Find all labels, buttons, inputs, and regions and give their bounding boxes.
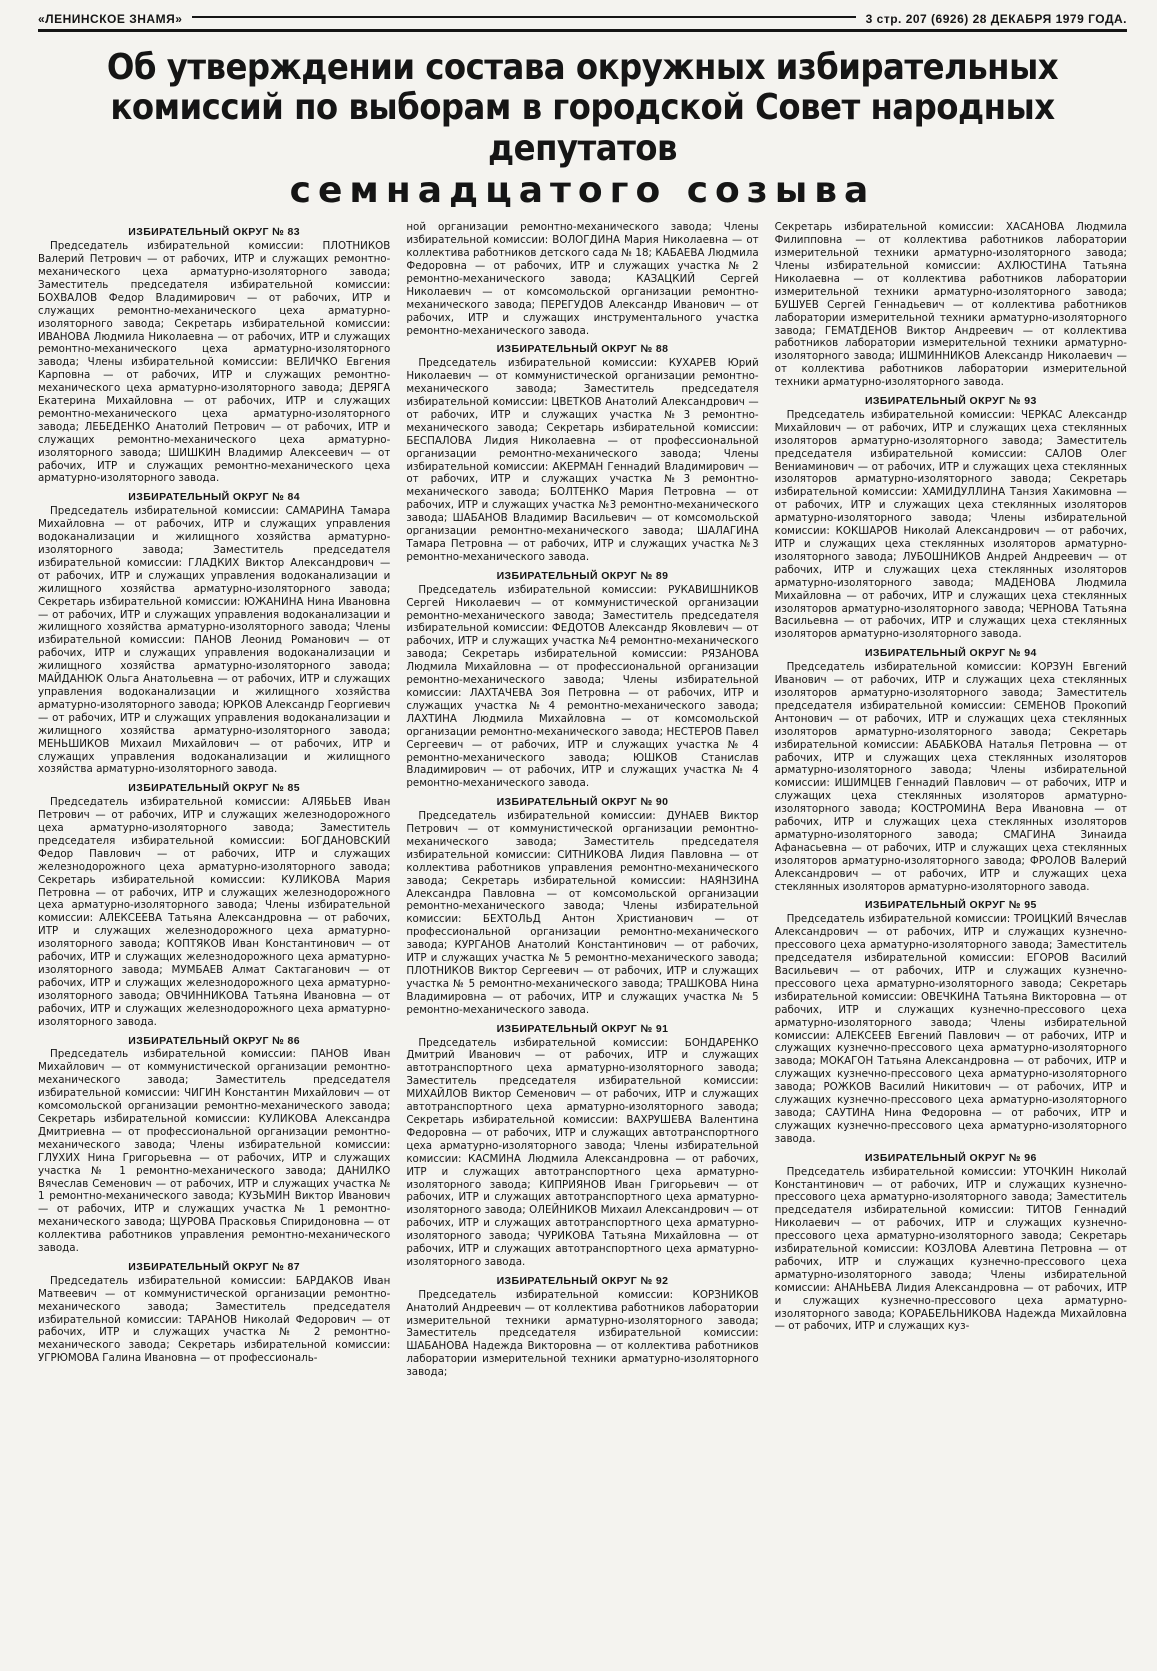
district-block bbox=[775, 1152, 1127, 1334]
district-title: ИЗБИРАТЕЛЬНЫЙ ОКРУГ № 96 bbox=[864, 1151, 1037, 1164]
district-body: Председатель избирательной комиссии: КУХАРЕВ Юрий Николаевич — от коммунистической организации ремонтно-механического завода; Заместитель председателя избирательной комиссии: ЦВЕТКОВ Анатолий Александрович — от рабочих, ИТР и служащих участка №3 ремонтно-механического завода; Секретарь избирательной комиссии: БЕСПАЛОВА Лидия Николаевна — от профессиональной организации ремонтно-механического завода; Члены избирательной комиссии: АКЕРМАН Геннадий Владимирович — от рабочих, ИТР и служащих участка №3 ремонтно-механического завода; БОЛТЕНКО Мария Петровна — от рабочих, ИТР и служащих участка №3 ремонтно-механического завода; ШАБАНОВ Владимир Васильевич — от комсомольской организации ремонтно-механического завода; ШАЛАГИНА Тамара Петровна — от рабочих, ИТР и служащих участка №3 ремонтно-механического завода. bbox=[406, 357, 759, 563]
district-body: Председатель избирательной комиссии: УТОЧКИН Николай Константинович — от рабочих, ИТР и служащих кузнечно-прессового цеха арматурно-изоляторного завода; Заместитель председателя избирательной комиссии: ТИТОВ Геннадий Николаевич — от рабочих, ИТР и служащих кузнечно-прессового цеха арматурно-изоляторного завода; Секретарь избирательной комиссии: КОЗЛОВА Алевтина Петровна — от рабочих, ИТР и служащих кузнечно-прессового цеха арматурно-изоляторного завода; Члены избирательной комиссии: АНАНЬЕВА Лидия Александровна — от рабочих, ИТР и служащих кузнечно-прессового цеха арматурно-изоляторного завода; КОРАБЕЛЬНИКОВА Надежда Михайловна — от рабочих, ИТР и служащих куз- bbox=[774, 1165, 1127, 1333]
district-block bbox=[775, 899, 1127, 1145]
district-block bbox=[406, 570, 758, 790]
district-body: Председатель избирательной комиссии: ЧЕРКАС Александр Михайлович — от рабочих, ИТР и служащих цеха стеклянных изоляторов арматурно-изоляторного завода; Заместитель председателя избирательной комиссии: САЛОВ Олег Вениаминович — от рабочих, ИТР и служащих цеха стеклянных изоляторов арматурно-изоляторного завода; Секретарь избирательной комиссии: ХАМИДУЛЛИНА Танзия Хакимовна — от рабочих, ИТР и служащих цеха стеклянных изоляторов арматурно-изоляторного завода; Члены избирательной комиссии: КОКШАРОВ Николай Александрович — от рабочих, ИТР и служащих цеха стеклянных изоляторов арматурно-изоляторного завода; ЛУБОШНИКОВ Андрей Андреевич — от рабочих, ИТР и служащих цеха стеклянных изоляторов арматурно-изоляторного завода; МАДЕНОВА Людмила Михайловна — от рабочих, ИТР и служащих цеха стеклянных изоляторов арматурно-изоляторного завода; ЧЕРНОВА Татьяна Васильевна — от рабочих, ИТР и служащих цеха стеклянных изоляторов арматурно-изоляторного завода. bbox=[774, 408, 1127, 641]
district-block bbox=[38, 491, 390, 776]
district-title: ИЗБИРАТЕЛЬНЫЙ ОКРУГ № 88 bbox=[496, 343, 669, 356]
district-body: Председатель избирательной комиссии: ПЛОТНИКОВ Валерий Петрович — от рабочих, ИТР и служащих ремонтно-механического цеха арматурно-изоляторного завода; Заместитель председателя избирательной комиссии: БОХВАЛОВ Федор Владимирович — от рабочих, ИТР и служащих ремонтно-механического цеха арматурно-изоляторного завода; Секретарь избирательной комиссии: ИВАНОВА Людмила Николаевна — от рабочих, ИТР и служащих ремонтно-механического цеха арматурно-изоляторного завода; Члены избирательной комиссии: ВЕЛИЧКО Евгения Карповна — от рабочих, ИТР и служащих ремонтно-механического цеха арматурно-изоляторного завода; ДЕРЯГА Екатерина Михайловна — от рабочих, ИТР и служащих ремонтно-механического цеха арматурно-изоляторного завода; ЛЕБЕДЕНКО Анатолий Петрович — от рабочих, ИТР и служащих ремонтно-механического цеха арматурно-изоляторного завода; ШИШКИН Владимир Алексеевич — от рабочих, ИТР и служащих ремонтно-механического цеха арматурно-изоляторного завода. bbox=[38, 240, 391, 485]
district-title: ИЗБИРАТЕЛЬНЫЙ ОКРУГ № 93 bbox=[864, 395, 1037, 408]
district-block bbox=[775, 221, 1127, 389]
district-block bbox=[38, 226, 390, 485]
headline-line-3: семнадцатого созыва bbox=[289, 169, 876, 211]
masthead-rule bbox=[192, 16, 855, 18]
column-1 bbox=[38, 221, 390, 1671]
district-title: ИЗБИРАТЕЛЬНЫЙ ОКРУГ № 86 bbox=[128, 1034, 301, 1047]
district-title: ИЗБИРАТЕЛЬНЫЙ ОКРУГ № 87 bbox=[128, 1260, 301, 1273]
district-title: ИЗБИРАТЕЛЬНЫЙ ОКРУГ № 92 bbox=[496, 1274, 669, 1287]
district-block bbox=[406, 1023, 758, 1269]
district-title: ИЗБИРАТЕЛЬНЫЙ ОКРУГ № 84 bbox=[128, 491, 301, 504]
district-body: Председатель избирательной комиссии: ТРОИЦКИЙ Вячеслав Александрович — от рабочих, ИТР и служащих кузнечно-прессового цеха арматурно-изоляторного завода; Заместитель председателя избирательной комиссии: ЕГОРОВ Василий Васильевич — от рабочих, ИТР и служащих кузнечно-прессового цеха арматурно-изоляторного завода; Секретарь избирательной комиссии: ОВЕЧКИНА Татьяна Викторовна — от рабочих, ИТР и служащих кузнечно-прессового цеха арматурно-изоляторного завода; Члены избирательной комиссии: АЛЕКСЕЕВ Евгений Павлович — от рабочих, ИТР и служащих кузнечно-прессового цеха арматурно-изоляторного завода; МОКАГОН Татьяна Александровна — от рабочих, ИТР и служащих кузнечно-прессового цеха арматурно-изоляторного завода; РОЖКОВ Василий Никитович — от рабочих, ИТР и служащих кузнечно-прессового цеха арматурно-изоляторного завода; САУТИНА Нина Федоровна — от рабочих, ИТР и служащих кузнечно-прессового цеха арматурно-изоляторного завода. bbox=[774, 913, 1127, 1145]
district-title: ИЗБИРАТЕЛЬНЫЙ ОКРУГ № 91 bbox=[496, 1022, 669, 1035]
district-title: ИЗБИРАТЕЛЬНЫЙ ОКРУГ № 90 bbox=[496, 796, 669, 809]
district-block bbox=[406, 221, 758, 337]
district-body: Председатель избирательной комиссии: КОРЗУН Евгений Иванович — от рабочих, ИТР и служащих цеха стеклянных изоляторов арматурно-изоляторного завода; Заместитель председателя избирательной комиссии: СЕМЕНОВ Прокопий Антонович — от рабочих, ИТР и служащих цеха стеклянных изоляторов арматурно-изоляторного завода; Секретарь избирательной комиссии: АБАБКОВА Наталья Петровна — от рабочих, ИТР и служащих цеха стеклянных изоляторов арматурно-изоляторного завода; Члены избирательной комиссии: ИШИМЦЕВ Геннадий Павлович — от рабочих, ИТР и служащих цеха стеклянных изоляторов арматурно-изоляторного завода; КОСТРОМИНА Вера Ивановна — от рабочих, ИТР и служащих цеха стеклянных изоляторов арматурно-изоляторного завода; СМАГИНА Зинаида Афанасьевна — от рабочих, ИТР и служащих цеха стеклянных изоляторов арматурно-изоляторного завода; ФРОЛОВ Валерий Александрович — от рабочих, ИТР и служащих цеха стеклянных изоляторов арматурно-изоляторного завода. bbox=[774, 661, 1127, 893]
headline-line-1: Об утверждении состава окружных избирательных bbox=[106, 47, 1059, 88]
district-block bbox=[38, 782, 390, 1028]
district-title: ИЗБИРАТЕЛЬНЫЙ ОКРУГ № 94 bbox=[864, 647, 1037, 660]
column-3 bbox=[775, 221, 1127, 1671]
district-body: Председатель избирательной комиссии: РУКАВИШНИКОВ Сергей Николаевич — от коммунистической организации ремонтно-механического завода; Заместитель председателя избирательной комиссии: ФЕДОТОВ Александр Яковлевич — от рабочих, ИТР и служащих участка №4 ремонтно-механического завода; Секретарь избирательной комиссии: РЯЗАНОВА Людмила Михайловна — от профессиональной организации ремонтно-механического завода; Члены избирательной комиссии: ЛАХТАЧЕВА Зоя Петровна — от рабочих, ИТР и служащих участка №4 ремонтно-механического завода; ЛАХТИНА Людмила Михайловна — от комсомольской организации ремонтно-механического завода; НЕСТЕРОВ Павел Сергеевич — от рабочих, ИТР и служащих участка № 4 ремонтно-механического завода; ЮШКОВ Станислав Владимирович — от рабочих, ИТР и служащих участка № 4 ремонтно-механического завода. bbox=[406, 583, 759, 790]
district-body: Председатель избирательной комиссии: ДУНАЕВ Виктор Петрович — от коммунистической организации ремонтно-механического завода; Заместитель председателя избирательной комиссии: СИТНИКОВА Лидия Павловна — от коллектива работников управления ремонтно-механического завода; Секретарь избирательной комиссии: НАЯНЗИНА Александра Павловна — от комсомольской организации ремонтно-механического завода; Члены избирательной комиссии: БЕХТОЛЬД Антон Христианович — от профессиональной организации ремонтно-механического завода; КУРГАНОВ Анатолий Константинович — от рабочих, ИТР и служащих участка № 5 ремонтно-механического завода; ПЛОТНИКОВ Виктор Сергеевич — от рабочих, ИТР и служащих участка № 5 ремонтно-механического завода; ТРАШКОВА Нина Владимировна — от рабочих, ИТР и служащих участка № 5 ремонтно-механического завода. bbox=[406, 810, 759, 1016]
district-body: Председатель избирательной комиссии: ПАНОВ Иван Михайлович — от коммунистической организации ремонтно-механического завода; Заместитель председателя избирательной комиссии: ЧИГИН Константин Михайлович — от комсомольской организации ремонтно-механического завода; Секретарь избирательной комиссии: КУЛИКОВА Александра Дмитриевна — от профессиональной организации ремонтно-механического завода; Члены избирательной комиссии: ГЛУХИХ Нина Григорьевна — от рабочих, ИТР и служащих участка № 1 ремонтно-механического завода; ДАНИЛКО Вячеслав Семенович — от рабочих, ИТР и служащих участка № 1 ремонтно-механического завода; КУЗЬМИН Виктор Иванович — от рабочих, ИТР и служащих участка № 1 ремонтно-механического завода; ЩУРОВА Прасковья Спиридоновна — от коллектива работников управления ремонтно-механического завода. bbox=[38, 1048, 391, 1255]
paper-name: «ЛЕНИНСКОЕ ЗНАМЯ» bbox=[38, 12, 183, 26]
district-title: ИЗБИРАТЕЛЬНЫЙ ОКРУГ № 89 bbox=[496, 569, 669, 582]
article-columns bbox=[38, 221, 1127, 1671]
district-body: Председатель избирательной комиссии: БОНДАРЕНКО Дмитрий Иванович — от рабочих, ИТР и служащих автотранспортного цеха арматурно-изоляторного завода; Заместитель председателя избирательной комиссии: МИХАЙЛОВ Виктор Семенович — от рабочих, ИТР и служащих автотранспортного цеха арматурно-изоляторного завода; Секретарь избирательной комиссии: ВАХРУШЕВА Валентина Федоровна — от рабочих, ИТР и служащих автотранспортного цеха арматурно-изоляторного завода; Члены избирательной комиссии: КАСМИНА Людмила Александровна — от рабочих, ИТР и служащих автотранспортного цеха арматурно-изоляторного завода; КИПРИЯНОВ Иван Григорьевич — от рабочих, ИТР и служащих автотранспортного цеха арматурно-изоляторного завода; ОЛЕЙНИКОВ Михаил Александрович — от рабочих, ИТР и служащих автотранспортного цеха арматурно-изоляторного завода; ЧУРИКОВА Татьяна Михайловна — от рабочих, ИТР и служащих автотранспортного цеха арматурно-изоляторного завода. bbox=[406, 1036, 759, 1268]
district-body: ной организации ремонтно-механического завода; Члены избирательной комиссии: ВОЛОГДИНА Мария Николаевна — от коллектива работников детского сада № 18; КАБАЕВА Людмила Федоровна — от рабочих, ИТР и служащих участка № 2 ремонтно-механического завода; КАЗАЦКИЙ Сергей Николаевич — от комсомольской организации ремонтно-механического завода; ПЕРЕГУДОВ Александр Иванович — от рабочих, ИТР и служащих инструментального участка ремонтно-механического завода. bbox=[406, 221, 759, 337]
district-body: Председатель избирательной комиссии: КОРЗНИКОВ Анатолий Андреевич — от коллектива работников лаборатории измерительной техники арматурно-изоляторного завода; Заместитель председателя избирательной комиссии: ШАБАНОВА Надежда Викторовна — от коллектива работников лаборатории измерительной техники арматурно-изоляторного завода; bbox=[406, 1288, 759, 1379]
district-body: Председатель избирательной комиссии: БАРДАКОВ Иван Матвеевич — от коммунистической организации ремонтно-механического завода; Заместитель председателя избирательной комиссии: ТАРАНОВ Николай Федорович — от рабочих, ИТР и служащих участка № 2 ремонтно-механического завода; Секретарь избирательной комиссии: УГРЮМОВА Галина Ивановна — от профессиональ- bbox=[38, 1274, 391, 1365]
district-block bbox=[38, 1261, 390, 1365]
headline-line-2: комиссий по выборам в городской Совет народных депутатов bbox=[110, 87, 1055, 169]
district-body: Секретарь избирательной комиссии: ХАСАНОВА Людмила Филипповна — от коллектива работников лаборатории измерительной техники арматурно-изоляторного завода; Члены избирательной комиссии: АХЛЮСТИНА Татьяна Николаевна — от коллектива работников лаборатории измерительной техники арматурно-изоляторного завода; БУШУЕВ Сергей Геннадьевич — от коллектива работников лаборатории измерительной техники арматурно-изоляторного завода; ГЕМАТДЕНОВ Виктор Андреевич — от коллектива работников лаборатории измерительной техники арматурно-изоляторного завода; ИШМИННИКОВ Александр Николаевич — от коллектива работников лаборатории измерительной техники арматурно-изоляторного завода. bbox=[774, 221, 1127, 389]
district-block bbox=[406, 796, 758, 1016]
column-2 bbox=[406, 221, 758, 1671]
district-title: ИЗБИРАТЕЛЬНЫЙ ОКРУГ № 85 bbox=[128, 782, 301, 795]
issue-info: 3 стр. 207 (6926) 28 ДЕКАБРЯ 1979 ГОДА. bbox=[865, 12, 1127, 26]
district-body: Председатель избирательной комиссии: АЛЯБЬЕВ Иван Петрович — от рабочих, ИТР и служащих железнодорожного цеха арматурно-изоляторного завода; Заместитель председателя избирательной комиссии: БОГДАНОВСКИЙ Федор Павлович — от рабочих, ИТР и служащих железнодорожного цеха арматурно-изоляторного завода; Секретарь избирательной комиссии: КУЛИКОВА Мария Петровна — от рабочих, ИТР и служащих железнодорожного цеха арматурно-изоляторного завода; Члены избирательной комиссии: АЛЕКСЕЕВА Татьяна Александровна — от рабочих, ИТР и служащих железнодорожного цеха арматурно-изоляторного завода; КОПТЯКОВ Иван Константинович — от рабочих, ИТР и служащих железнодорожного цеха арматурно-изоляторного завода; МУМБАЕВ Алмат Сактаганович — от рабочих, ИТР и служащих железнодорожного цеха арматурно-изоляторного завода; ОВЧИННИКОВА Татьяна Ивановна — от рабочих, ИТР и служащих железнодорожного цеха арматурно-изоляторного завода. bbox=[38, 796, 391, 1028]
masthead bbox=[38, 12, 1127, 32]
district-block bbox=[775, 647, 1127, 893]
district-block bbox=[38, 1035, 390, 1255]
district-block bbox=[775, 395, 1127, 641]
district-block bbox=[406, 343, 758, 563]
district-block bbox=[406, 1275, 758, 1379]
district-title: ИЗБИРАТЕЛЬНЫЙ ОКРУГ № 83 bbox=[128, 226, 301, 239]
district-body: Председатель избирательной комиссии: САМАРИНА Тамара Михайловна — от рабочих, ИТР и служащих управления водоканализации и жилищного хозяйства арматурно-изоляторного завода; Заместитель председателя избирательной комиссии: ГЛАДКИХ Виктор Александрович — от рабочих, ИТР и служащих управления водоканализации и жилищного хозяйства арматурно-изоляторного завода; Секретарь избирательной комиссии: ЮЖАНИНА Нина Ивановна — от рабочих, ИТР и служащих управления водоканализации и жилищного хозяйства арматурно-изоляторного завода; Члены избирательной комиссии: ПАНОВ Леонид Романович — от рабочих, ИТР и служащих управления водоканализации и жилищного хозяйства арматурно-изоляторного завода; МАЙДАНЮК Ольга Анатольевна — от рабочих, ИТР и служащих управления водоканализации и жилищного хозяйства арматурно-изоляторного завода; ЮРКОВ Александр Георгиевич — от рабочих, ИТР и служащих управления водоканализации и жилищного хозяйства арматурно-изоляторного завода; МЕНЬШИКОВ Михаил Михайлович — от рабочих, ИТР и служащих управления водоканализации и жилищного хозяйства арматурно-изоляторного завода. bbox=[38, 505, 391, 776]
headline bbox=[38, 48, 1127, 211]
district-title: ИЗБИРАТЕЛЬНЫЙ ОКРУГ № 95 bbox=[864, 899, 1037, 912]
